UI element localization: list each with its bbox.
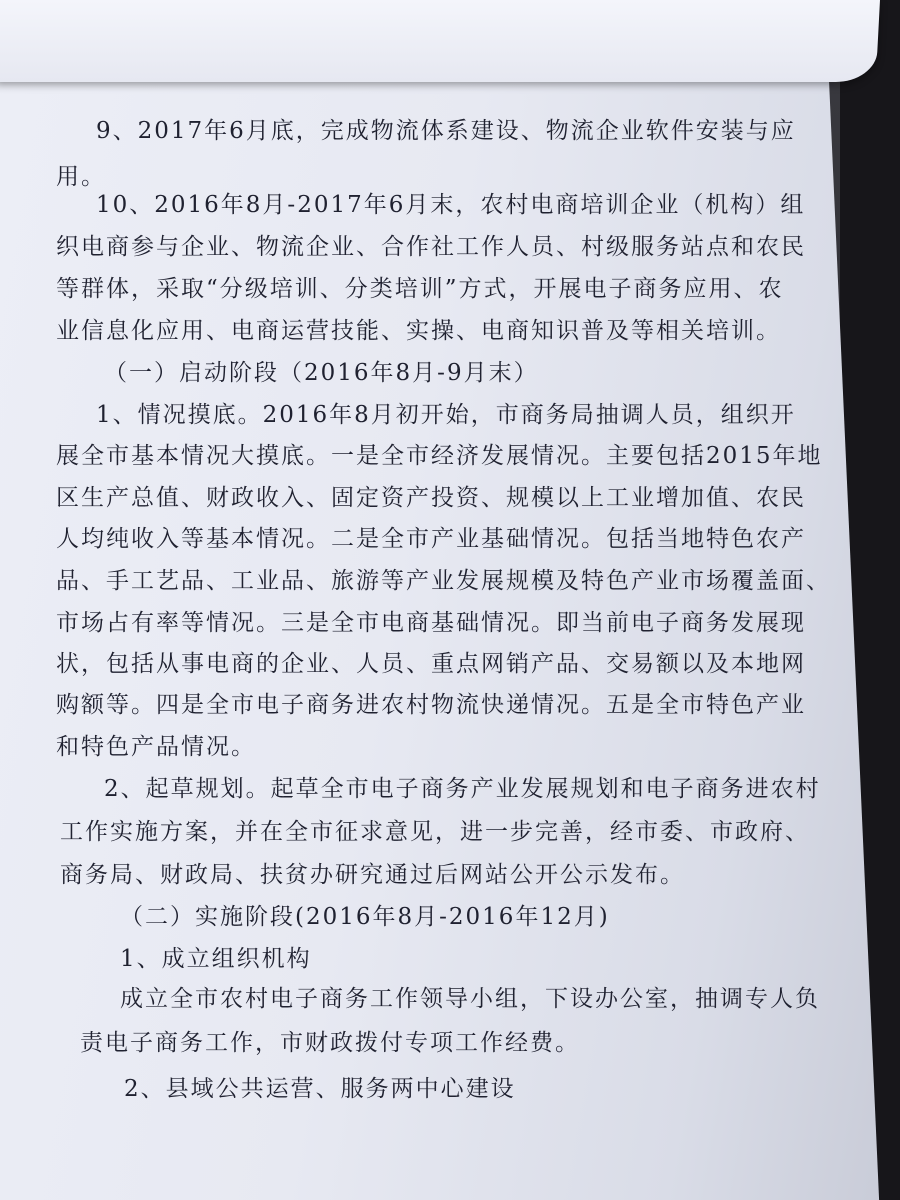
text-line: 成立全市农村电子商务工作领导小组，下设办公室，抽调专人负 — [120, 986, 820, 1012]
text-line: 区生产总值、财政收入、固定资产投资、规模以上工业增加值、农民 — [56, 485, 806, 511]
text-line: 责电子商务工作，市财政拨付专项工作经费。 — [80, 1030, 580, 1056]
text-line: 和特色产品情况。 — [56, 734, 256, 760]
text-line: 购额等。四是全市电子商务进农村物流快递情况。五是全市特色产业 — [56, 692, 806, 718]
text-line: 织电商参与企业、物流企业、合作社工作人员、村级服务站点和农民 — [56, 234, 806, 260]
section-heading: （一）启动阶段（2016年8月-9月末） — [104, 360, 539, 386]
text-line: 等群体，采取“分级培训、分类培训”方式，开展电子商务应用、农 — [56, 276, 784, 302]
text-line: 1、情况摸底。2016年8月初开始，市商务局抽调人员，组织开 — [96, 402, 796, 428]
text-line: 品、手工艺品、工业品、旅游等产业发展规模及特色产业市场覆盖面、 — [56, 568, 831, 594]
text-line: 用。 — [56, 164, 106, 190]
section-heading: （二）实施阶段(2016年8月-2016年12月) — [120, 904, 610, 930]
text-line: 业信息化应用、电商运营技能、实操、电商知识普及等相关培训。 — [56, 318, 781, 344]
text-line: 2、起草规划。起草全市电子商务产业发展规划和电子商务进农村 — [104, 776, 821, 802]
text-line: 9、2017年6月底，完成物流体系建设、物流企业软件安装与应 — [96, 118, 796, 144]
text-line: 工作实施方案，并在全市征求意见，进一步完善，经市委、市政府、 — [60, 819, 810, 845]
text-line: 市场占有率等情况。三是全市电商基础情况。即当前电子商务发展现 — [56, 610, 806, 636]
text-line: 商务局、财政局、扶贫办研究通过后网站公开公示发布。 — [60, 862, 685, 888]
subsection-heading: 2、县域公共运营、服务两中心建设 — [124, 1076, 516, 1102]
text-line: 展全市基本情况大摸底。一是全市经济发展情况。主要包括2015年地 — [56, 443, 823, 469]
text-line: 10、2016年8月-2017年6月末，农村电商培训企业（机构）组 — [96, 192, 806, 218]
subsection-heading: 1、成立组织机构 — [120, 946, 312, 972]
text-line: 状，包括从事电商的企业、人员、重点网销产品、交易额以及本地网 — [56, 651, 806, 677]
text-line: 人均纯收入等基本情况。二是全市产业基础情况。包括当地特色农产 — [56, 526, 806, 552]
